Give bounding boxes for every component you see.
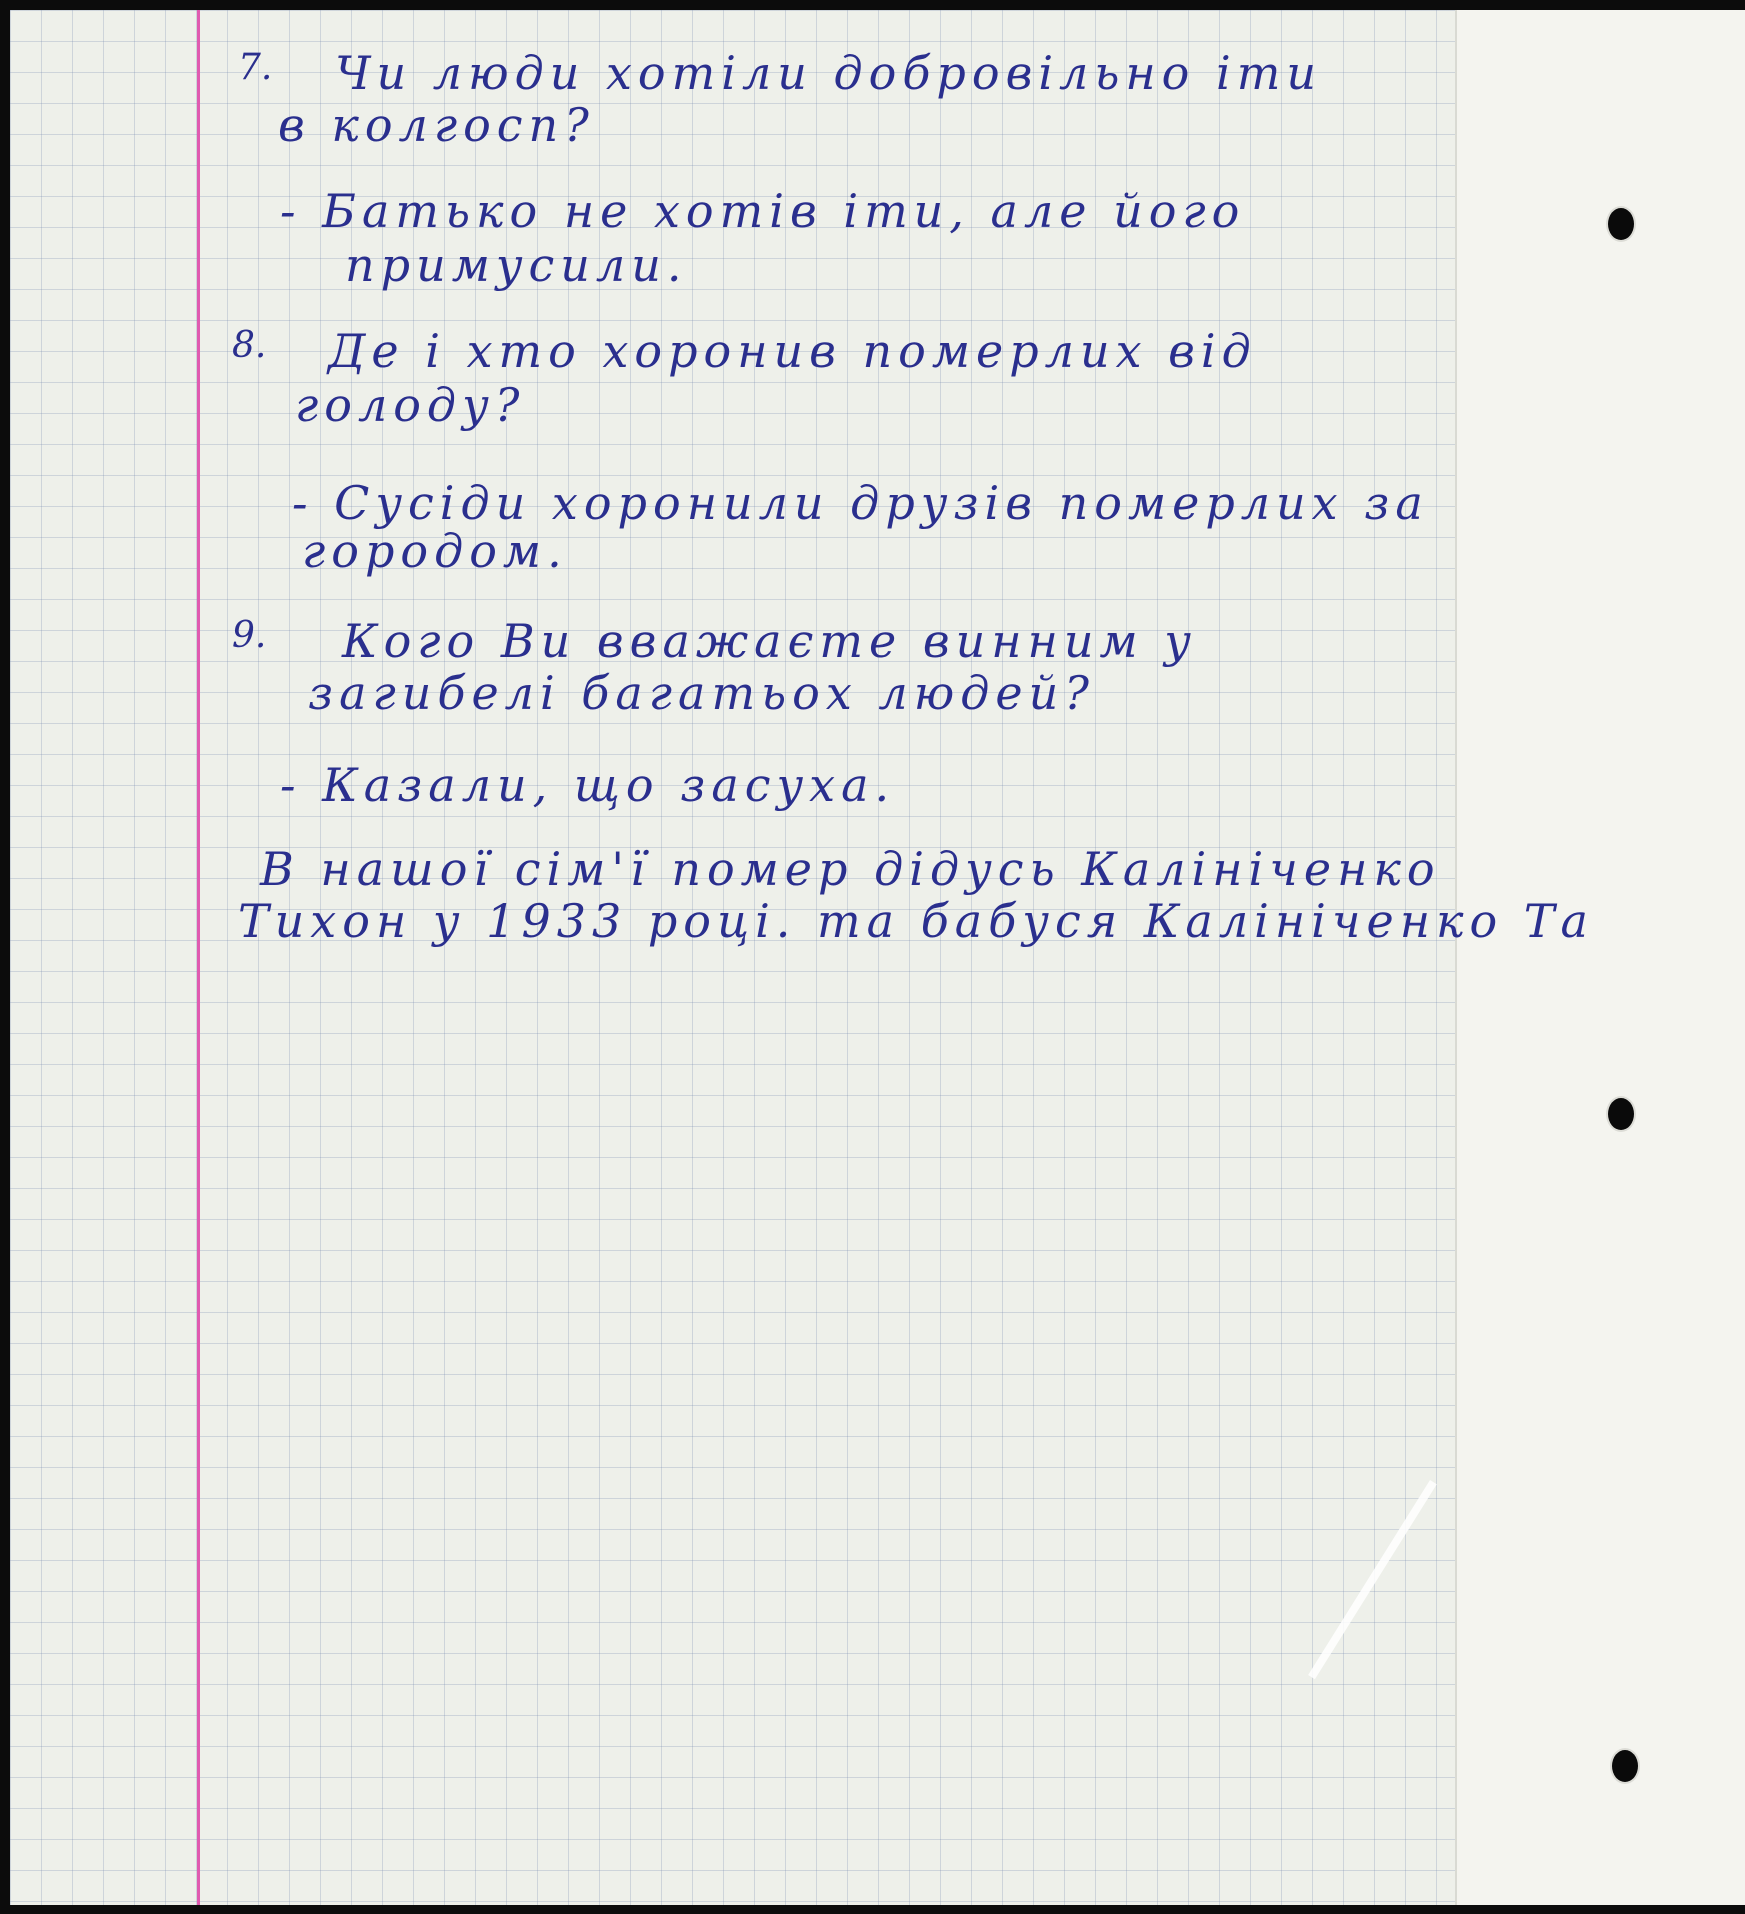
question-line: в колгосп? [278,98,595,152]
answer-line: - Батько не хотів іти, але його [280,184,1246,238]
closing-line: Тихон у 1933 році. та бабуся Калініченко Та [238,894,1594,948]
answer-line: - Сусіди хоронили друзів померлих за [292,476,1429,530]
question-line: Де і хто хоронив померлих від [328,324,1257,378]
notebook-page [10,10,1745,1905]
question-line: Чи люди хотіли добровільно іти [335,46,1322,100]
paper-scratch [1308,1480,1437,1679]
question-line: Кого Ви вважаєте винним у [342,614,1197,668]
closing-line: В нашої сім'ї помер дідусь Калініченко [260,842,1441,896]
question-line: голоду? [295,378,526,432]
answer-line: примусили. [345,238,688,292]
answer-line: - Казали, що засуха. [280,758,896,812]
punch-hole-icon [1608,1098,1634,1130]
question-number: 8. [232,325,267,366]
punch-hole-icon [1612,1750,1638,1782]
question-line: загибелі багатьох людей? [308,666,1095,720]
answer-line: городом. [302,524,568,578]
page-underlay [1455,10,1745,1905]
question-number: 7. [238,47,273,88]
margin-line [197,10,200,1905]
punch-hole-icon [1608,208,1634,240]
question-number: 9. [232,615,267,656]
